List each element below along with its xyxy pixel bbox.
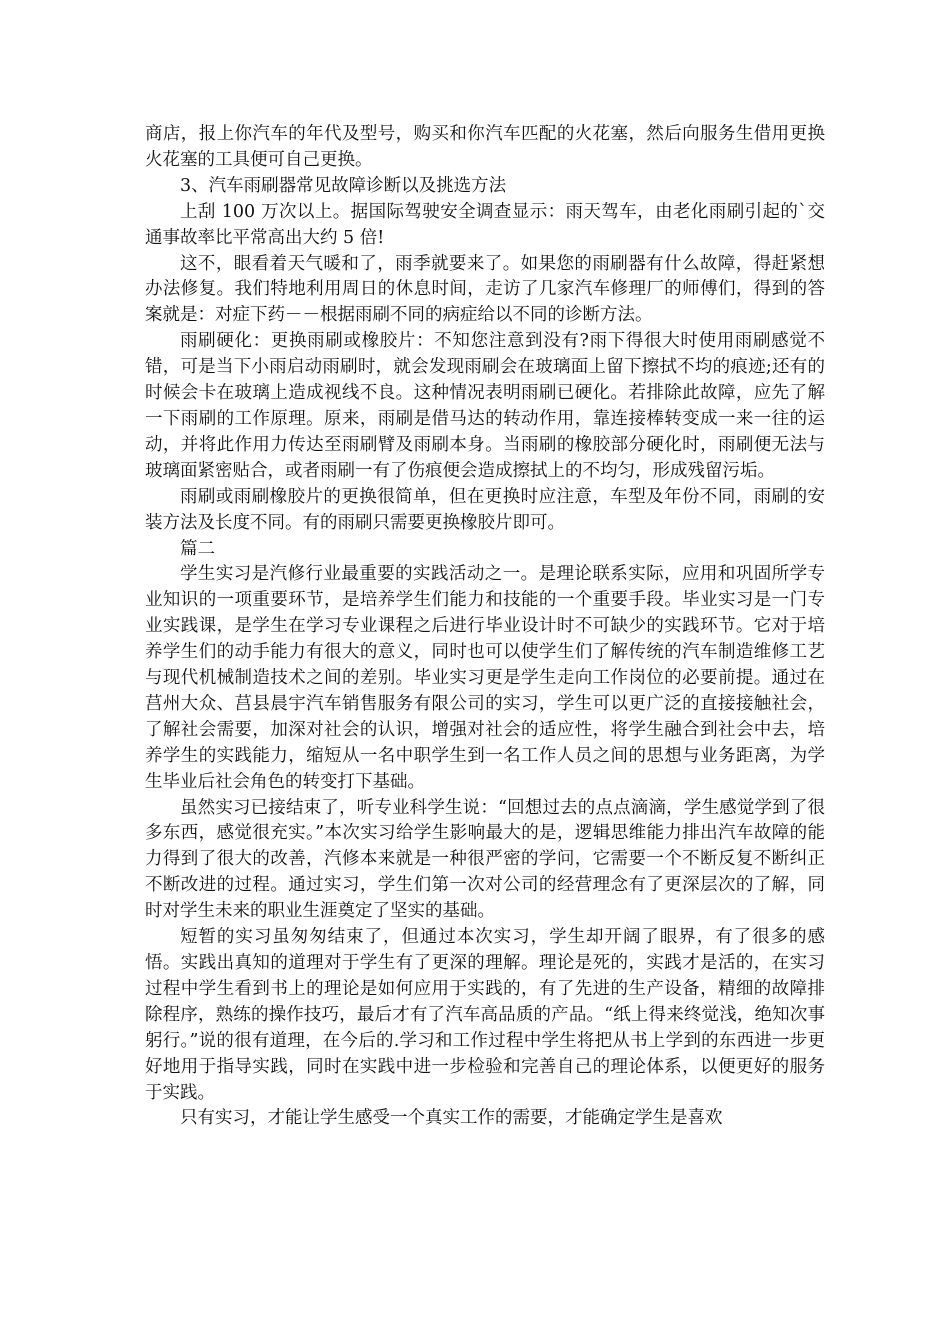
paragraph-continuation: 商店，报上你汽车的年代及型号，购买和你汽车匹配的火花塞，然后向服务生借用更换火花塞的工具便可自己更换。: [145, 124, 825, 170]
paragraph: 这不，眼看着天气暖和了，雨季就要来了。如果您的雨刷器有什么故障，得赶紧想办法修复。我们特地利用周日的休息时间，走访了几家汽车修理厂的师傅们，得到的答案就是：对症下药－－根据雨刷不同的病症给以不同的诊断方法。: [145, 253, 825, 326]
paragraph: 短暂的实习虽匆匆结束了，但通过本次实习，学生却开阔了眼界，有了很多的感悟。实践出真知的道理对于学生有了更深的理解。理论是死的，实践才是活的，在实习过程中学生看到书上的理论是如何应用于实践的，有了先进的生产设备，精细的故障排除程序，熟练的操作技巧，最后才有了汽车高品质的产品。“纸上得来终觉浅，绝知次事躬行。”说的很有道理，在今后的.学习和工作过程中学生将把从书上学到的东西进一步更好地用于指导实践，同时在实践中进一步检验和完善自己的理论体系，以便更好的服务于实践。: [145, 927, 825, 1103]
paragraph: 雨刷或雨刷橡胶片的更换很简单，但在更换时应注意，车型及年份不同，雨刷的安装方法及长度不同。有的雨刷只需要更换橡胶片即可。: [145, 486, 825, 533]
paragraph: 虽然实习已接结束了，听专业科学生说：“回想过去的点点滴滴，学生感觉学到了很多东西，感觉很充实。”本次实习给学生影响最大的是，逻辑思维能力排出汽车故障的能力得到了很大的改善，汽修本来就是一种很严密的学问，它需要一个不断反复不断纠正不断改进的过程。通过实习，学生们第一次对公司的经营理念有了更深层次的了解，同时对学生未来的职业生涯奠定了坚实的基础。: [145, 797, 825, 922]
document-body: [145, 122, 825, 1132]
paragraph: 学生实习是汽修行业最重要的实践活动之一。是理论联系实际，应用和巩固所学专业知识的一项重要环节，是培养学生们能力和技能的一个重要手段。毕业实习是一门专业实践课，是学生在学习专业课程之后进行毕业设计时不可缺少的实践环节。它对于培养学生们的动手能力有很大的意义，同时也可以使学生们了解传统的汽车制造维修工艺与现代机械制造技术之间的差别。毕业实习更是学生走向工作岗位的必要前提。通过在莒州大众、莒县晨宇汽车销售服务有限公司的实习，学生可以更广泛的直接接触社会，了解社会需要，加深对社会的认识，增强对社会的适应性，将学生融合到社会中去，培养学生的实践能力，缩短从一名中职学生到一名工作人员之间的思想与业务距离，为学生毕业后社会角色的转变打下基础。: [145, 564, 825, 792]
section-heading-part-two: 篇二: [180, 538, 215, 559]
section-heading-wiper: 3、汽车雨刷器常见故障诊断以及挑选方法: [180, 175, 507, 196]
paragraph: 上刮 100 万次以上。据国际驾驶安全调查显示：雨天驾车，由老化雨刷引起的`交通事故率比平常高出大约 5 倍!: [145, 201, 825, 248]
paragraph: 雨刷硬化：更换雨刷或橡胶片：不知您注意到没有?雨下得很大时使用雨刷感觉不错，可是当下小雨启动雨刷时，就会发现雨刷会在玻璃面上留下擦拭不均的痕迹;还有的时候会卡在玻璃上造成视线不良。这种情况表明雨刷已硬化。若排除此故障，应先了解一下雨刷的工作原理。原来，雨刷是借马达的转动作用，靠连接棒转变成一来一往的运动，并将此作用力传达至雨刷臂及雨刷本身。当雨刷的橡胶部分硬化时，雨刷便无法与玻璃面紧密贴合，或者雨刷一有了伤痕便会造成擦拭上的不均匀，形成残留污垢。: [145, 331, 825, 481]
paragraph: 只有实习，才能让学生感受一个真实工作的需要，才能确定学生是喜欢: [180, 1108, 723, 1129]
